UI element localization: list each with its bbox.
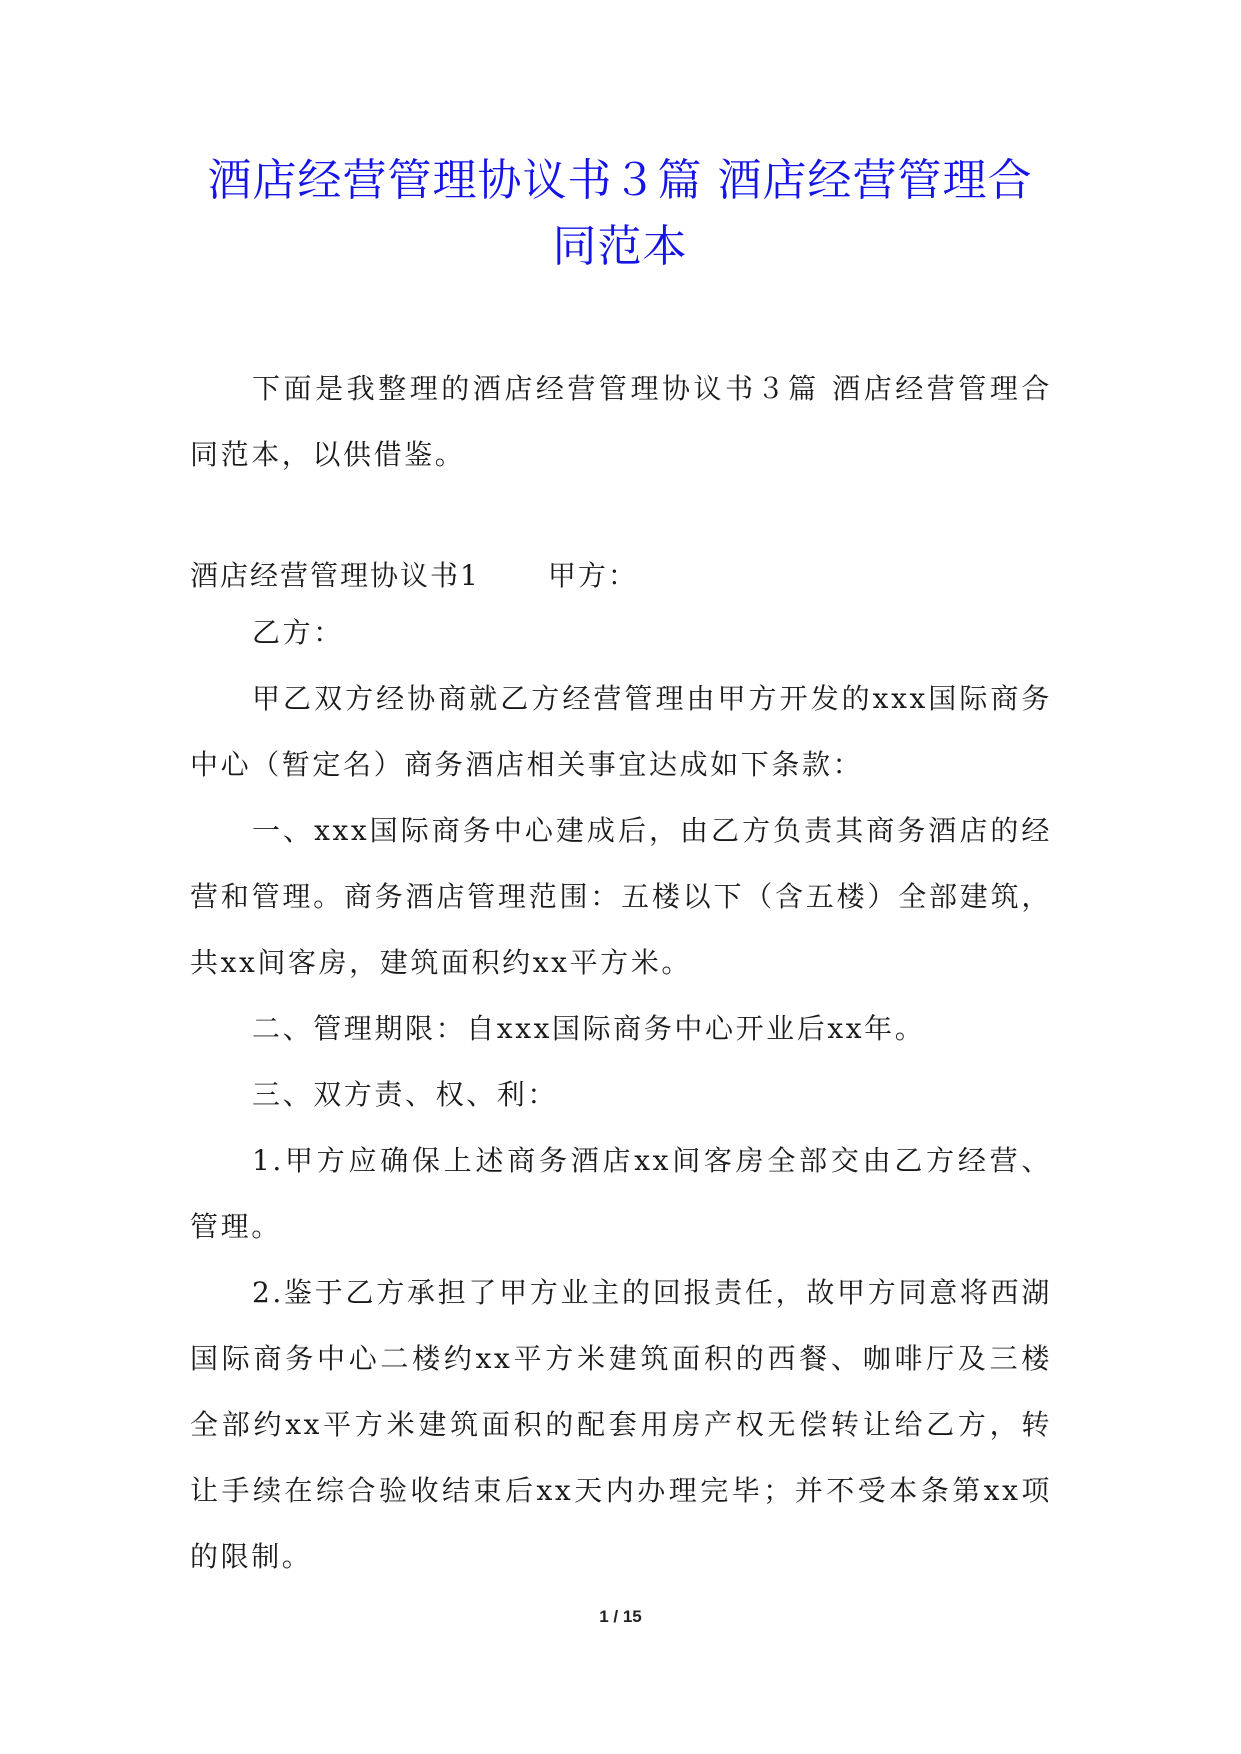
clause-paragraph: 二、管理期限：自xxx国际商务中心开业后xx年。 bbox=[252, 1012, 926, 1045]
clause-paragraph: 甲乙双方经协商就乙方经营管理由甲方开发的xxx国际商务中心（暂定名）商务酒店相关事宜达成如下条款： bbox=[190, 682, 1052, 781]
title-line-2: 同范本 bbox=[552, 221, 688, 272]
section-heading-line bbox=[190, 556, 638, 596]
clause-paragraph: 2.鉴于乙方承担了甲方业主的回报责任，故甲方同意将西湖国际商务中心二楼约xx平方米建筑面积的西餐、咖啡厅及三楼全部约xx平方米建筑面积的配套用房产权无偿转让给乙方，转让手续在综合验收结束后xx天内办理完毕；并不受本条第xx项的限制。 bbox=[190, 1276, 1052, 1573]
clause-paragraph: 1.甲方应确保上述商务酒店xx间客房全部交由乙方经营、管理。 bbox=[190, 1144, 1052, 1243]
section-heading: 酒店经营管理协议书1 bbox=[190, 559, 480, 592]
document-title bbox=[180, 148, 1060, 280]
intro-paragraph: 下面是我整理的酒店经营管理协议书３篇 酒店经营管理合同范本，以供借鉴。 bbox=[190, 372, 1052, 471]
party-b-label: 乙方： bbox=[252, 616, 344, 649]
title-line-1: 酒店经营管理协议书３篇 酒店经营管理合 bbox=[207, 155, 1033, 206]
clause-paragraph: 一、xxx国际商务中心建成后，由乙方负责其商务酒店的经营和管理。商务酒店管理范围：五楼以下（含五楼）全部建筑，共xx间客房，建筑面积约xx平方米。 bbox=[190, 814, 1052, 979]
clause-paragraph: 三、双方责、权、利： bbox=[252, 1078, 559, 1111]
page-number: 1 / 15 bbox=[599, 1607, 642, 1626]
party-a-label: 甲方： bbox=[547, 559, 638, 592]
